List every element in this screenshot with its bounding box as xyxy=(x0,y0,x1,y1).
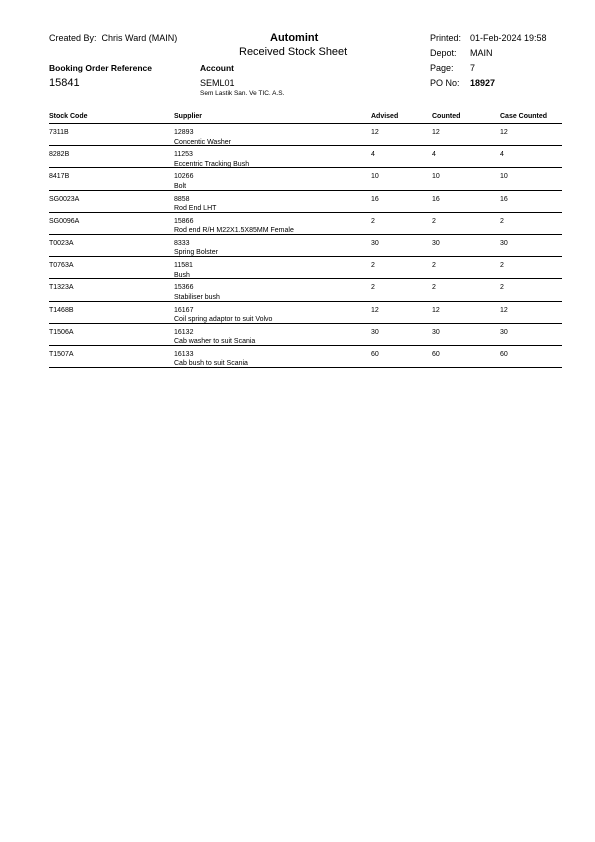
booking-ref-label: Booking Order Reference xyxy=(49,63,152,73)
counted-qty: 12 xyxy=(432,129,440,136)
col-advised: Advised xyxy=(371,113,399,120)
supplier-cell xyxy=(174,261,193,280)
advised-qty: 12 xyxy=(371,306,379,314)
supplier-number: 10266 xyxy=(174,173,194,181)
supplier-number: 15366 xyxy=(174,284,194,292)
page-value: 7 xyxy=(470,63,476,73)
supplier-cell xyxy=(174,217,294,236)
item-description: Coil spring adaptor to suit Volvo xyxy=(174,316,273,323)
table-row xyxy=(49,168,562,190)
item-description: Bolt xyxy=(174,182,187,190)
table-row xyxy=(49,279,562,301)
table-row xyxy=(49,124,562,146)
supplier-number: 8333 xyxy=(174,239,190,247)
created-by xyxy=(49,33,177,43)
counted-qty: 60 xyxy=(432,350,440,358)
supplier-number: 16132 xyxy=(174,328,194,336)
item-description: Rod End LHT xyxy=(174,205,217,213)
advised-qty: 2 xyxy=(371,262,375,270)
counted-qty: 30 xyxy=(432,239,440,247)
item-description: Bush xyxy=(174,271,190,279)
case-counted-qty: 12 xyxy=(500,306,508,314)
col-supplier: Supplier xyxy=(174,113,203,120)
item-description: Concentic Washer xyxy=(174,138,231,146)
advised-qty: 2 xyxy=(371,217,375,225)
table-row xyxy=(49,302,562,324)
supplier-number: 12893 xyxy=(174,129,194,136)
stock-code: T1468B xyxy=(49,306,74,314)
advised-qty: 16 xyxy=(371,195,379,203)
supplier-number: 11253 xyxy=(174,151,193,159)
po-value: 18927 xyxy=(470,78,496,88)
case-counted-qty: 4 xyxy=(500,151,504,159)
advised-qty: 30 xyxy=(371,239,379,247)
po-label: PO No: xyxy=(430,78,460,88)
case-counted-qty: 30 xyxy=(500,328,508,336)
item-description: Eccentric Tracking Bush xyxy=(174,160,250,168)
col-case-counted: Case Counted xyxy=(500,113,548,120)
stock-code: T0763A xyxy=(49,262,74,270)
table-row xyxy=(49,257,562,279)
table-row xyxy=(49,213,562,235)
case-counted-qty: 16 xyxy=(500,195,508,203)
case-counted-qty: 2 xyxy=(500,284,504,292)
table-row xyxy=(49,346,562,368)
supplier-cell xyxy=(174,128,231,147)
stock-code: T1506A xyxy=(49,328,74,336)
supplier-cell xyxy=(174,195,216,214)
stock-code: T1507A xyxy=(49,350,74,358)
counted-qty: 10 xyxy=(432,173,440,181)
page-label: Page: xyxy=(430,63,454,73)
case-counted-qty: 10 xyxy=(500,173,508,181)
supplier-cell xyxy=(174,239,218,258)
supplier-number: 8858 xyxy=(174,195,190,203)
created-by-label: Created By: xyxy=(49,33,97,43)
item-description: Rod end R/H M22X1.5X85MM Female xyxy=(174,227,294,235)
case-counted-qty: 2 xyxy=(500,262,504,270)
stock-code: 8282B xyxy=(49,151,70,159)
supplier-cell xyxy=(174,328,255,347)
counted-qty: 30 xyxy=(432,328,440,336)
counted-qty: 2 xyxy=(432,217,436,225)
printed-label: Printed: xyxy=(430,33,462,43)
supplier-cell xyxy=(174,283,220,302)
advised-qty: 60 xyxy=(371,350,379,358)
advised-qty: 10 xyxy=(371,173,379,181)
account-code: SEML01 xyxy=(200,78,235,88)
booking-ref-value: 15841 xyxy=(49,77,80,89)
account-label: Account xyxy=(200,63,234,73)
case-counted-qty: 2 xyxy=(500,217,504,225)
counted-qty: 2 xyxy=(432,284,436,292)
supplier-number: 11581 xyxy=(174,262,193,270)
col-counted: Counted xyxy=(432,113,461,120)
company-name: Automint xyxy=(270,32,319,44)
printed-value: 01-Feb-2024 19:58 xyxy=(470,33,547,43)
supplier-number: 16167 xyxy=(174,306,194,314)
table-body xyxy=(49,124,562,368)
advised-qty: 30 xyxy=(371,328,379,336)
table-header xyxy=(49,113,562,124)
supplier-cell xyxy=(174,172,193,191)
supplier-number: 15866 xyxy=(174,217,194,225)
stock-code: 7311B xyxy=(49,129,69,136)
stock-code: SG0023A xyxy=(49,195,80,203)
supplier-cell xyxy=(174,150,249,169)
report-title: Received Stock Sheet xyxy=(239,46,348,58)
counted-qty: 16 xyxy=(432,195,440,203)
table-row xyxy=(49,191,562,213)
advised-qty: 4 xyxy=(371,151,375,159)
supplier-cell xyxy=(174,306,272,325)
stock-code: SG0096A xyxy=(49,217,80,225)
advised-qty: 2 xyxy=(371,284,375,292)
counted-qty: 12 xyxy=(432,306,440,314)
case-counted-qty: 12 xyxy=(500,129,508,136)
counted-qty: 2 xyxy=(432,262,436,270)
stock-code: T1323A xyxy=(49,284,74,292)
table-row xyxy=(49,324,562,346)
item-description: Stabiliser bush xyxy=(174,293,220,301)
col-stock-code: Stock Code xyxy=(49,113,88,120)
depot-value: MAIN xyxy=(470,48,493,58)
advised-qty: 12 xyxy=(371,129,379,136)
supplier-cell xyxy=(174,350,248,369)
case-counted-qty: 30 xyxy=(500,239,508,247)
table-row xyxy=(49,146,562,168)
account-name: Sem Lastik San. Ve TIC. A.S. xyxy=(200,90,285,97)
case-counted-qty: 60 xyxy=(500,350,508,358)
stock-code: 8417B xyxy=(49,173,70,181)
table-row xyxy=(49,235,562,257)
item-description: Cab bush to suit Scania xyxy=(174,360,248,368)
stock-code: T0023A xyxy=(49,239,74,247)
item-description: Spring Bolster xyxy=(174,249,218,257)
created-by-value: Chris Ward (MAIN) xyxy=(101,33,178,43)
depot-label: Depot: xyxy=(430,48,457,58)
item-description: Cab washer to suit Scania xyxy=(174,338,256,346)
counted-qty: 4 xyxy=(432,151,436,159)
stock-table xyxy=(49,113,562,368)
supplier-number: 16133 xyxy=(174,350,194,358)
